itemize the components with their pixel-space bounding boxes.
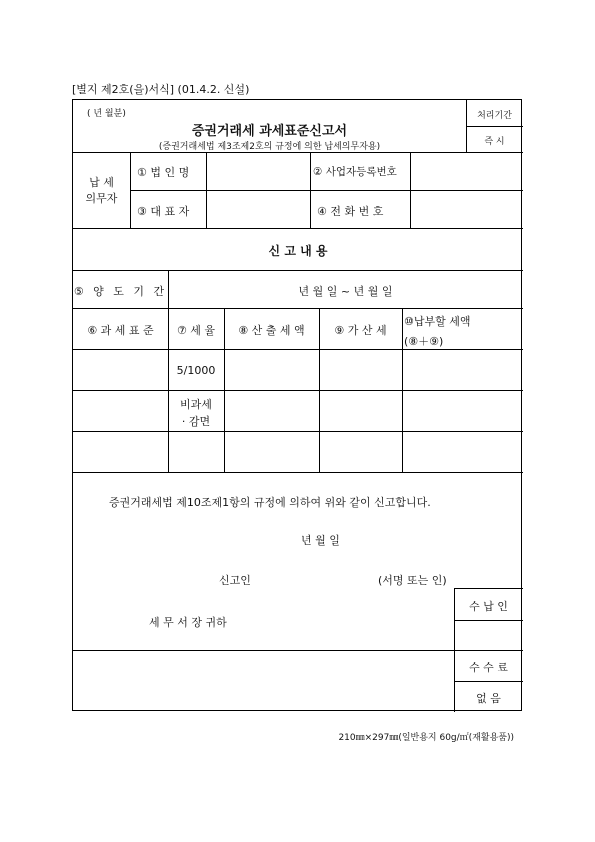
signature-note: (서명 또는 인) <box>378 574 447 587</box>
processing-period-value: 즉 시 <box>484 137 505 147</box>
tax-base-header: ⑥ 과 세 표 준 <box>87 324 154 337</box>
biz-reg-number-label: ② 사업자등록번호 <box>313 166 397 178</box>
declaration-statement: 증권거래세법 제10조제1항의 규정에 의하여 위와 같이 신고합니다. <box>109 496 431 509</box>
paper-spec: 210㎜×297㎜(일반용지 60g/㎡(재활용품)) <box>338 733 514 743</box>
recipient-office: 세 무 서 장 귀하 <box>149 616 227 629</box>
phone-label: ④ 전 화 번 호 <box>317 205 384 218</box>
transfer-period-value: 년 월 일 ~ 년 월 일 <box>298 285 393 298</box>
payable-tax-header-line2: (⑧＋⑨) <box>404 335 444 348</box>
rate-row1: 5/1000 <box>176 364 216 377</box>
tax-rate-header: ⑦ 세 율 <box>176 324 216 337</box>
tax-report-form <box>72 99 522 711</box>
rate-row2-line2: · 감면 <box>181 415 211 428</box>
transfer-period-label: ⑤ 양 도 기 간 <box>73 285 168 298</box>
corp-name-label: ① 법 인 명 <box>137 166 190 179</box>
processing-period-label: 처리기간 <box>477 111 512 121</box>
rate-row2-line1: 비과세 <box>180 398 212 411</box>
form-title: 증권거래세 과세표준신고서 <box>191 124 348 139</box>
declaration-date: 년 월 일 <box>301 534 340 547</box>
representative-label: ③ 대 표 자 <box>137 205 190 218</box>
taxpayer-label-line2: 의무자 <box>85 192 118 205</box>
receipt-stamp-label: 수 납 인 <box>469 600 508 613</box>
period-note: ( 년 월분) <box>87 109 126 119</box>
form-subtitle: (증권거래세법 제3조제2호의 규정에 의한 납세의무자용) <box>158 142 381 152</box>
additional-tax-header: ⑨ 가 산 세 <box>334 324 387 337</box>
fee-label: 수 수 료 <box>469 661 508 674</box>
fee-value: 없 음 <box>476 692 501 705</box>
declarant-label: 신고인 <box>219 574 251 587</box>
form-caption: [별지 제2호(을)서식] (01.4.2. 신설) <box>72 83 250 96</box>
payable-tax-header-line1: ⑩납부할 세액 <box>404 315 471 328</box>
computed-tax-header: ⑧ 산 출 세 액 <box>238 324 305 337</box>
taxpayer-label-line1: 납 세 <box>89 176 114 189</box>
section-title: 신 고 내 용 <box>268 244 328 258</box>
